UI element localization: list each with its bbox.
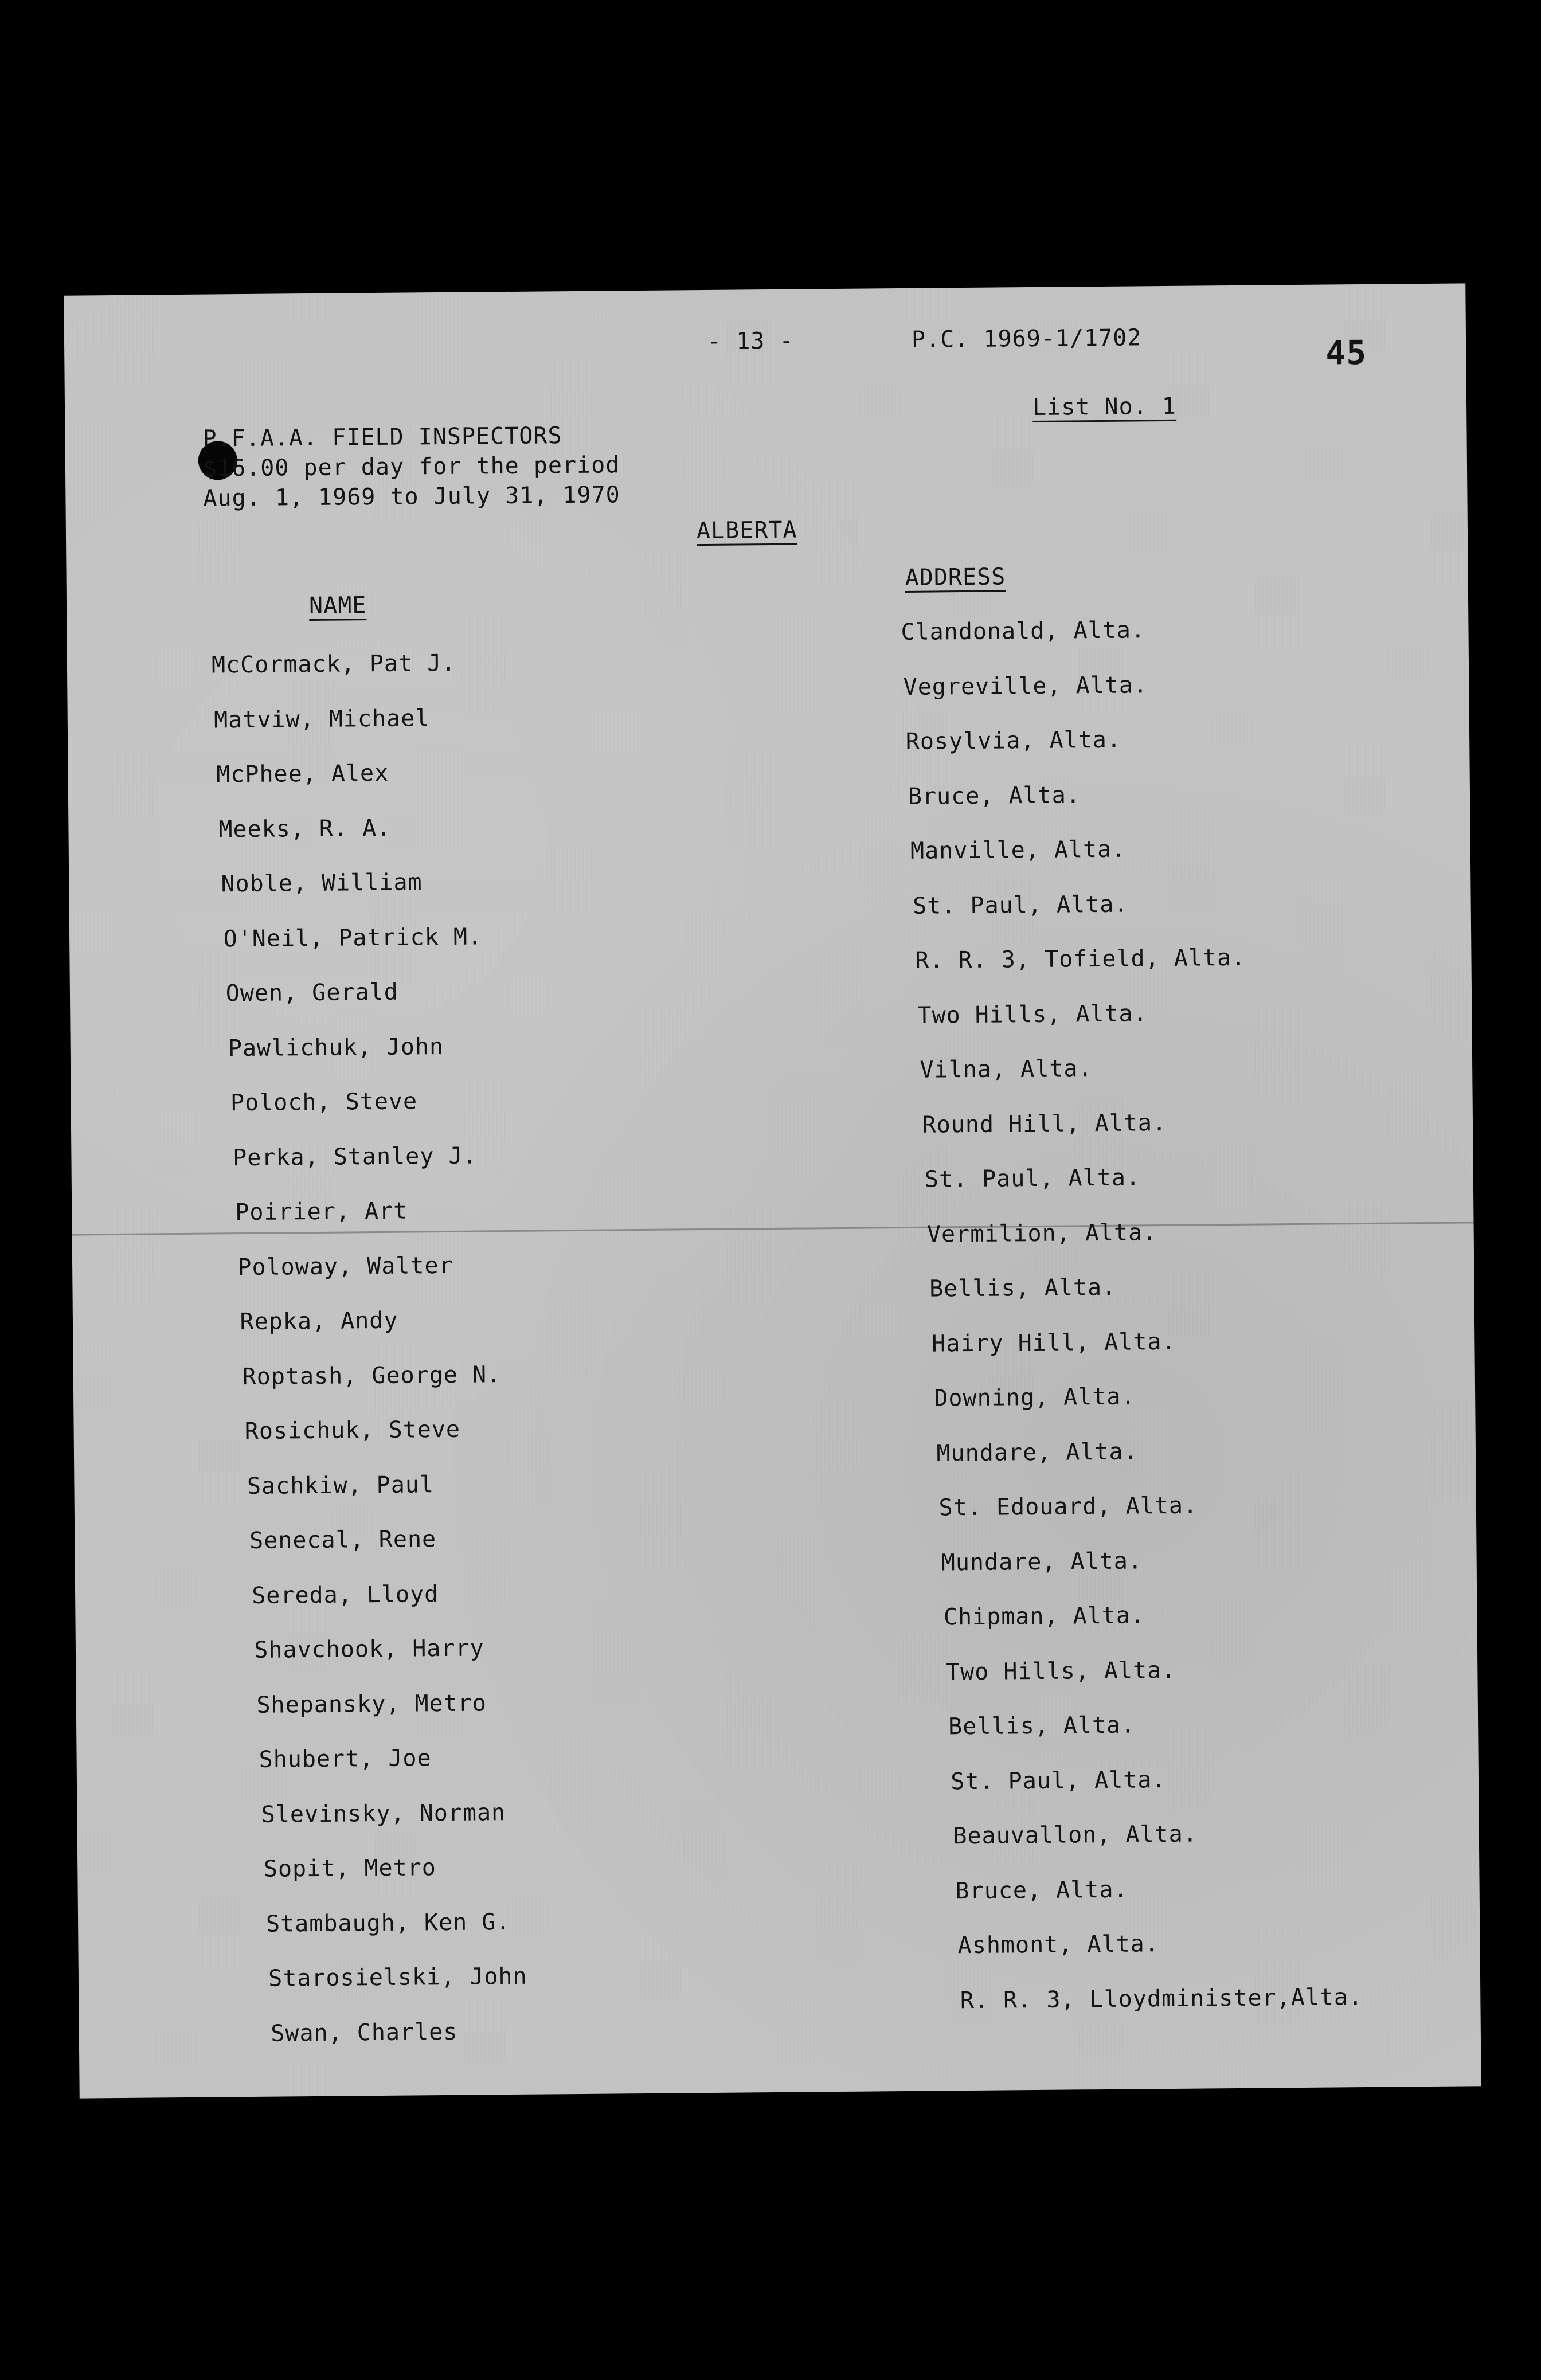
inspector-address: Mundare, Alta. xyxy=(936,1438,1138,1467)
inspector-name: McPhee, Alex xyxy=(216,760,389,788)
inspector-address: Chipman, Alta. xyxy=(943,1602,1145,1631)
inspector-address: Vegreville, Alta. xyxy=(903,671,1148,700)
title-line-3: Aug. 1, 1969 to July 31, 1970 xyxy=(203,482,620,512)
inspector-address: Two Hills, Alta. xyxy=(945,1657,1176,1685)
address-column-header: ADDRESS xyxy=(905,563,1006,591)
inspector-name: McCormack, Pat J. xyxy=(211,649,456,679)
inspector-name: Shavchook, Harry xyxy=(254,1635,484,1663)
inspector-name: Sopit, Metro xyxy=(263,1854,437,1882)
inspector-name: Rosichuk, Steve xyxy=(244,1416,461,1445)
inspector-name: Matviw, Michael xyxy=(213,704,430,733)
inspector-name: Shepansky, Metro xyxy=(256,1689,487,1719)
inspector-name: Shubert, Joe xyxy=(259,1745,432,1773)
inspector-name: Noble, William xyxy=(221,869,423,898)
inspector-address: St. Paul, Alta. xyxy=(924,1164,1141,1193)
inspector-address: Downing, Alta. xyxy=(934,1383,1136,1412)
inspector-name: Starosielski, John xyxy=(268,1963,527,1992)
inspector-name: Roptash, George N. xyxy=(242,1361,502,1390)
order-reference: P.C. 1969-1/1702 xyxy=(911,324,1142,353)
inspector-name: Senecal, Rene xyxy=(249,1526,437,1554)
folio-number: 45 xyxy=(1325,332,1367,373)
page-number: - 13 - xyxy=(707,327,794,355)
inspector-address: Rosylvia, Alta. xyxy=(905,726,1122,755)
inspector-name: Owen, Gerald xyxy=(225,978,398,1007)
name-column-header: NAME xyxy=(308,592,367,620)
inspector-address: Bellis, Alta. xyxy=(948,1712,1136,1740)
inspector-address: Vilna, Alta. xyxy=(920,1055,1093,1083)
inspector-name: Perka, Stanley J. xyxy=(232,1142,478,1171)
inspector-name: O'Neil, Patrick M. xyxy=(223,923,483,952)
inspector-address: Beauvallon, Alta. xyxy=(953,1821,1198,1850)
inspector-address: Clandonald, Alta. xyxy=(901,617,1146,646)
inspector-address: Hairy Hill, Alta. xyxy=(932,1328,1176,1357)
inspector-address: Bellis, Alta. xyxy=(929,1274,1117,1302)
inspector-name: Sereda, Lloyd xyxy=(252,1580,439,1609)
inspector-name: Meeks, R. A. xyxy=(218,815,392,843)
inspector-address: R. R. 3, Tofield, Alta. xyxy=(915,944,1246,974)
inspector-address: R. R. 3, Lloydminister,Alta. xyxy=(960,1983,1363,2014)
province-heading: ALBERTA xyxy=(696,516,797,545)
inspector-address: Manville, Alta. xyxy=(910,836,1127,864)
inspector-address: Mundare, Alta. xyxy=(941,1547,1143,1576)
document-page xyxy=(64,283,1481,2098)
inspector-address: Round Hill, Alta. xyxy=(922,1109,1167,1138)
inspector-name: Poloway, Walter xyxy=(237,1252,453,1281)
inspector-address: Vermilion, Alta. xyxy=(926,1219,1157,1248)
inspector-name: Sachkiw, Paul xyxy=(247,1471,435,1500)
inspector-name: Stambaugh, Ken G. xyxy=(265,1908,511,1937)
inspector-name: Poloch, Steve xyxy=(230,1088,418,1117)
inspector-address: St. Paul, Alta. xyxy=(912,891,1129,919)
inspector-name: Repka, Andy xyxy=(240,1307,398,1336)
inspector-address: Ashmont, Alta. xyxy=(957,1931,1160,1959)
title-line-2: $16.00 per day for the period xyxy=(202,452,620,482)
inspector-name: Swan, Charles xyxy=(271,2018,458,2047)
list-label: List No. 1 xyxy=(1032,393,1177,421)
inspector-address: Bruce, Alta. xyxy=(955,1876,1128,1904)
inspector-address: St. Edouard, Alta. xyxy=(938,1492,1198,1521)
inspector-address: Two Hills, Alta. xyxy=(917,1000,1148,1029)
inspector-name: Slevinsky, Norman xyxy=(261,1799,506,1828)
inspector-name: Pawlichuk, John xyxy=(228,1033,444,1062)
inspector-name: Poirier, Art xyxy=(235,1197,408,1226)
inspector-address: St. Paul, Alta. xyxy=(951,1766,1167,1795)
inspector-address: Bruce, Alta. xyxy=(908,781,1081,810)
title-line-1: P.F.A.A. FIELD INSPECTORS xyxy=(202,422,562,452)
